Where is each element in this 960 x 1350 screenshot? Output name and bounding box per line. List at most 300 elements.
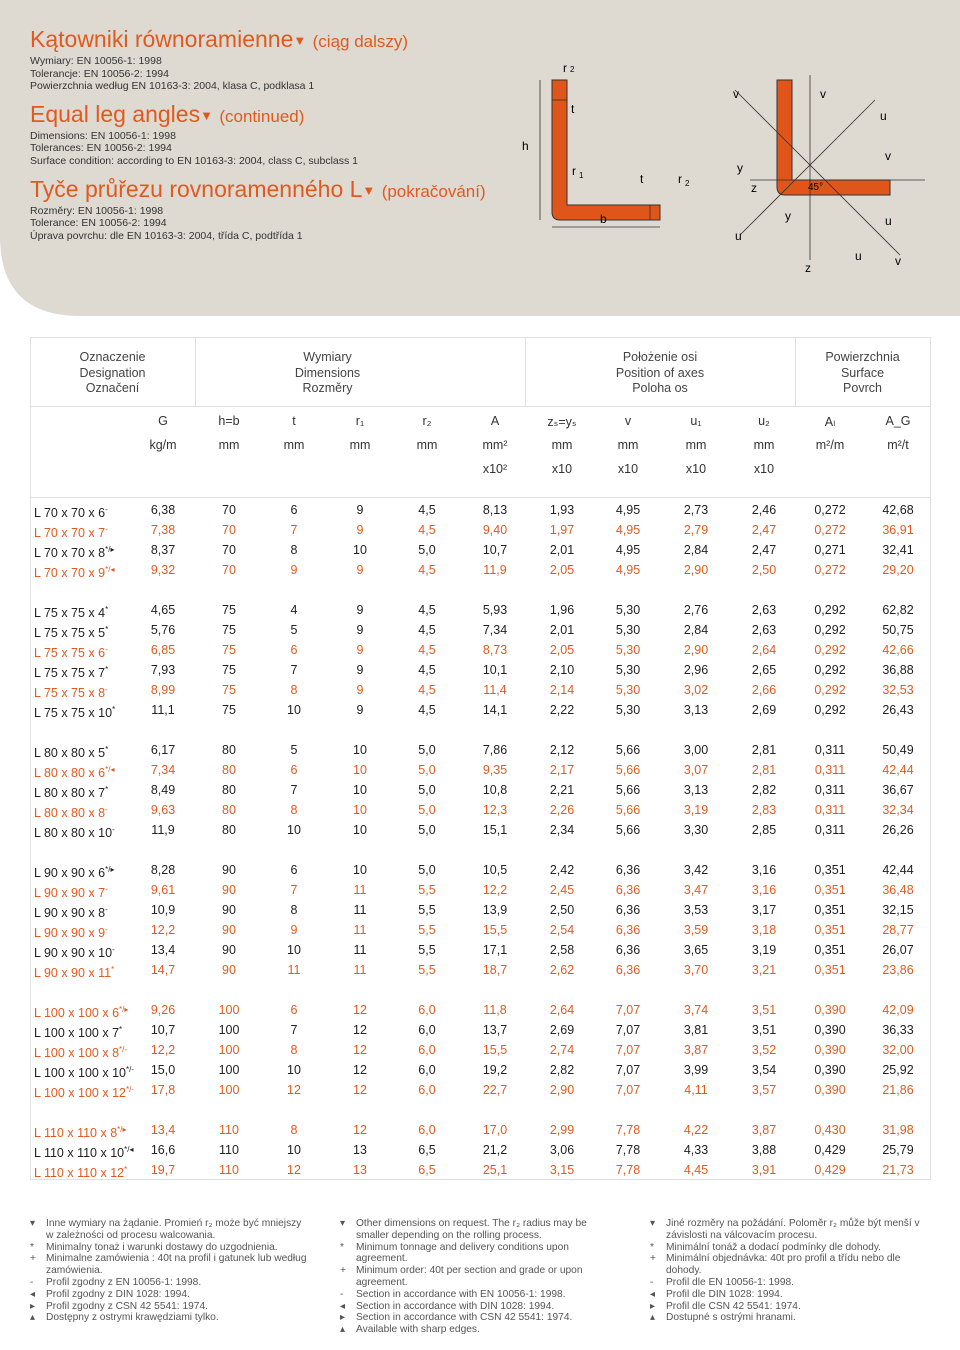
designation-cell: L 90 x 90 x 11* [34,965,115,981]
value-cell: 5,5 [418,963,436,977]
value-cell: 15,5 [482,1043,508,1057]
title-en-line: Dimensions: EN 10056-1: 1998 [30,129,176,142]
footnote-text: Dostępny z ostrymi krawędziami tylko. [46,1312,219,1324]
value-cell: 10 [353,803,367,817]
value-cell: 13,9 [482,903,508,917]
table-row [30,500,930,520]
value-cell: 10,5 [482,863,508,877]
footnote-marker: ▾ [340,1218,346,1229]
footnote-text: Section in accordance with EN 10056-1: 1998. [356,1288,566,1300]
value-cell: 11 [353,883,367,897]
label-v4: v [895,254,901,268]
value-cell: 3,00 [683,743,709,757]
value-cell: 9 [356,503,364,517]
value-cell: 100 [218,1023,240,1037]
column-header-unit: mm [349,438,371,452]
footnote-marker: - [650,1276,654,1288]
value-cell: 2,42 [549,863,575,877]
designation-marker: * [105,745,109,754]
footnote-text: Section in accordance with DIN 1028: 1994. [356,1300,555,1312]
value-cell: 8,28 [150,863,176,877]
value-cell: 0,390 [814,1023,846,1037]
label-ys: y [785,209,791,223]
value-cell: 28,77 [882,923,914,937]
value-cell: 19,7 [150,1163,176,1177]
footnote-marker: ◂ [30,1288,36,1300]
value-cell: 4,33 [683,1143,709,1157]
value-cell: 10 [353,783,367,797]
designation-cell: L 80 x 80 x 6*/◂ [34,765,115,781]
label-z: z [805,261,811,275]
designation-cell: L 90 x 90 x 8- [34,905,108,921]
value-cell: 0,390 [814,1043,846,1057]
value-cell: 10 [353,543,367,557]
value-cell: 0,272 [814,563,846,577]
value-cell: 2,34 [549,823,575,837]
value-cell: 9,63 [150,803,176,817]
footnote-text: Profil dle CSN 42 5541: 1974. [666,1300,801,1312]
value-cell: 3,42 [683,863,709,877]
value-cell: 0,311 [814,763,846,777]
value-cell: 11,8 [483,1003,507,1017]
value-cell: 10 [287,943,301,957]
designation-cell: L 100 x 100 x 8*/- [34,1045,128,1061]
footnote-item [30,1242,310,1254]
value-cell: 7,07 [615,1023,641,1037]
table-row [30,900,930,920]
value-cell: 4,45 [683,1163,709,1177]
column-header-mult: x10 [617,462,639,476]
value-cell: 2,17 [549,763,575,777]
column-header-unit: m²/t [887,438,909,452]
value-cell: 10 [287,1143,301,1157]
title-cz-block [30,176,530,243]
value-cell: 4 [290,603,298,617]
footnote-column [340,1218,620,1336]
designation-cell: L 90 x 90 x 10- [34,945,115,961]
value-cell: 2,82 [751,783,777,797]
value-cell: 11,9 [483,563,507,577]
label-v3: v [885,149,891,163]
value-cell: 11,1 [151,703,175,717]
designation-marker: * [105,785,109,794]
value-cell: 75 [222,623,236,637]
value-cell: 6,36 [615,963,641,977]
label-v2: v [820,87,826,101]
column-header-unit: kg/m [149,438,177,452]
value-cell: 6,36 [615,863,641,877]
table-row [30,520,930,540]
designation-marker: * [105,625,109,634]
designation-cell: L 70 x 70 x 6- [34,505,108,521]
value-cell: 4,5 [418,523,436,537]
value-cell: 11 [353,963,367,977]
footnote-item [340,1324,620,1336]
footnote-item [30,1277,310,1289]
value-cell: 90 [222,923,236,937]
value-cell: 32,53 [882,683,914,697]
title-pl-line: Tolerancje: EN 10056-2: 1994 [30,67,169,80]
value-cell: 10 [353,863,367,877]
footnote-text: Minimalne zamówienia : 40t na profil i gatunek lub według zamówienia. [46,1253,307,1277]
table-row [30,660,930,680]
footnote-text: Minimalny tonaż i warunki dostawy do uzgodnienia. [46,1241,278,1253]
value-cell: 0,390 [814,1003,846,1017]
value-cell: 80 [222,743,236,757]
value-cell: 5,30 [615,603,641,617]
value-cell: 5,30 [615,643,641,657]
value-cell: 9,40 [482,523,508,537]
footnote-marker: ▴ [650,1312,656,1324]
value-cell: 21,73 [882,1163,914,1177]
value-cell: 4,5 [418,703,436,717]
value-cell: 3,19 [683,803,709,817]
footnote-item [650,1289,930,1301]
table-header-divider [30,497,930,498]
value-cell: 7,34 [150,763,176,777]
value-cell: 5,30 [615,703,641,717]
designation-cell: L 110 x 110 x 8*/▸ [34,1125,127,1141]
designation-cell: L 75 x 75 x 5* [34,625,109,641]
value-cell: 9 [356,623,364,637]
value-cell: 2,82 [549,1063,575,1077]
value-cell: 2,14 [549,683,575,697]
value-cell: 9 [356,683,364,697]
value-cell: 2,21 [549,783,575,797]
title-pl-line: Wymiary: EN 10056-1: 1998 [30,55,162,67]
title-en-block [30,101,530,168]
value-cell: 5,93 [482,603,508,617]
value-cell: 36,33 [882,1023,914,1037]
label-r2b-sub: 2 [685,179,690,188]
value-cell: 12 [353,1043,367,1057]
designation-marker: */◂ [124,1145,134,1154]
value-cell: 8,13 [482,503,508,517]
value-cell: 16,6 [150,1143,176,1157]
value-cell: 2,90 [549,1083,575,1097]
footnote-marker: ▸ [340,1312,346,1324]
value-cell: 70 [222,523,236,537]
value-cell: 75 [222,663,236,677]
value-cell: 6 [290,863,298,877]
value-cell: 2,74 [549,1043,575,1057]
column-header-mult: x10 [551,462,573,476]
value-cell: 0,351 [814,863,846,877]
title-pl: Kątowniki równoramienne▼ (ciąg dalszy) [30,26,409,52]
column-header-sym: u₂ [758,414,770,428]
value-cell: 100 [218,1083,240,1097]
value-cell: 2,62 [549,963,575,977]
value-cell: 9 [290,563,298,577]
value-cell: 5,0 [418,763,436,777]
value-cell: 42,66 [882,643,914,657]
value-cell: 5,0 [418,783,436,797]
value-cell: 11,9 [151,823,175,837]
designation-cell: L 100 x 100 x 6*/▸ [34,1005,129,1021]
value-cell: 26,26 [882,823,914,837]
table-row [30,1000,930,1020]
footnote-marker: + [30,1253,36,1265]
table-row [30,920,930,940]
value-cell: 10 [353,763,367,777]
value-cell: 10,8 [482,783,508,797]
footnote-column [30,1218,310,1324]
value-cell: 5,5 [418,923,436,937]
value-cell: 0,272 [814,523,846,537]
column-header-sym: t [292,414,296,428]
value-cell: 2,69 [549,1023,575,1037]
value-cell: 7,34 [482,623,508,637]
title-en-line: Tolerances: EN 10056-2: 1994 [30,142,172,155]
table-row [30,600,930,620]
value-cell: 7,07 [615,1003,641,1017]
value-cell: 5,30 [615,663,641,677]
value-cell: 4,5 [418,603,436,617]
column-header-unit: mm² [482,438,508,452]
value-cell: 6,36 [615,923,641,937]
value-cell: 3,51 [751,1023,777,1037]
value-cell: 7,78 [615,1123,641,1137]
column-header-unit: mm [551,438,573,452]
value-cell: 5,0 [418,823,436,837]
footnote-text: Profil zgodny z CSN 42 5541: 1974. [46,1300,208,1312]
designation-marker: */▸ [105,865,115,874]
column-header-unit: m²/m [815,438,845,452]
value-cell: 4,5 [418,683,436,697]
value-cell: 2,99 [549,1123,575,1137]
value-cell: 42,68 [882,503,914,517]
footnote-item [340,1301,620,1313]
value-cell: 6,5 [418,1163,436,1177]
value-cell: 6,36 [615,943,641,957]
footnote-text: Profil zgodny z EN 10056-1: 1998. [46,1276,202,1288]
value-cell: 2,45 [549,883,575,897]
designation-marker: * [112,705,116,714]
value-cell: 0,292 [814,603,846,617]
footnote-text: Inne wymiary na żądanie. Promień r₂ może być mniejszy w zależności od procesu walcowania. [46,1218,302,1241]
value-cell: 0,390 [814,1063,846,1077]
footnote-text: Minimální objednávka: 40t pro profil a třídu nebo dle dohody. [666,1253,901,1277]
value-cell: 0,429 [814,1143,846,1157]
column-header-mult: x10² [482,462,508,476]
value-cell: 0,292 [814,623,846,637]
value-cell: 90 [222,943,236,957]
footnote-item [650,1218,930,1242]
value-cell: 25,92 [882,1063,914,1077]
designation-cell: L 80 x 80 x 5* [34,745,109,761]
value-cell: 23,86 [882,963,914,977]
value-cell: 110 [219,1123,239,1137]
table-row [30,640,930,660]
designation-marker: * [105,665,109,674]
footnote-marker: + [340,1265,346,1277]
value-cell: 4,95 [615,543,641,557]
column-header-unit: mm [685,438,707,452]
value-cell: 2,64 [751,643,777,657]
value-cell: 2,63 [751,603,777,617]
value-cell: 0,429 [814,1163,846,1177]
value-cell: 1,96 [549,603,575,617]
footnote-marker: ▸ [30,1300,36,1312]
value-cell: 100 [218,1043,240,1057]
title-cz: Tyče průřezu rovnoramenného L▼ (pokračování) [30,175,486,202]
value-cell: 6 [290,763,298,777]
table-row [30,540,930,560]
value-cell: 3,13 [683,703,709,717]
footnote-item [650,1312,930,1324]
value-cell: 7,78 [615,1163,641,1177]
value-cell: 2,58 [549,943,575,957]
value-cell: 3,19 [751,943,777,957]
value-cell: 110 [219,1143,239,1157]
value-cell: 70 [222,503,236,517]
value-cell: 10,7 [482,543,508,557]
footnote-marker: * [650,1241,654,1253]
footnote-item [30,1218,310,1242]
value-cell: 2,12 [549,743,575,757]
value-cell: 5,30 [615,683,641,697]
value-cell: 3,07 [683,763,709,777]
label-u1b: u [855,249,862,263]
value-cell: 6,36 [615,883,641,897]
footnote-item [650,1242,930,1254]
table-row [30,1080,930,1100]
value-cell: 42,44 [882,863,914,877]
footnote-item [650,1277,930,1289]
value-cell: 6,0 [418,1123,436,1137]
value-cell: 6 [290,643,298,657]
value-cell: 8 [290,1123,298,1137]
value-cell: 3,59 [683,923,709,937]
value-cell: 80 [222,763,236,777]
value-cell: 17,1 [482,943,508,957]
designation-marker: - [112,945,115,954]
label-b: b [600,212,607,226]
label-r2: r [563,61,567,75]
value-cell: 3,53 [683,903,709,917]
designation-marker: - [105,685,108,694]
value-cell: 5,5 [418,883,436,897]
designation-cell: L 70 x 70 x 9*/◂ [34,565,115,581]
value-cell: 8 [290,903,298,917]
value-cell: 11 [287,963,301,977]
label-r2-sub: 2 [570,65,575,74]
designation-marker: */- [119,1045,128,1054]
column-header-unit: mm [416,438,438,452]
value-cell: 6,36 [615,903,641,917]
label-r1: r [572,164,576,178]
value-cell: 12 [353,1003,367,1017]
value-cell: 2,90 [683,643,709,657]
value-cell: 6,5 [418,1143,436,1157]
footnote-marker: ◂ [650,1288,656,1300]
label-t2: t [640,172,644,186]
value-cell: 2,46 [751,503,777,517]
value-cell: 0,292 [814,703,846,717]
value-cell: 13,4 [150,943,176,957]
value-cell: 62,82 [882,603,914,617]
value-cell: 12,2 [150,923,176,937]
value-cell: 12 [353,1123,367,1137]
column-header-sym: v [624,414,632,428]
value-cell: 32,00 [882,1043,914,1057]
table-row [30,740,930,760]
designation-cell: L 110 x 110 x 12* [34,1165,128,1181]
value-cell: 3,70 [683,963,709,977]
table-row [30,700,930,720]
value-cell: 36,91 [882,523,914,537]
designation-marker: - [105,805,108,814]
value-cell: 3,15 [549,1163,575,1177]
designation-cell: L 100 x 100 x 7* [34,1025,123,1041]
value-cell: 110 [219,1163,239,1177]
axes-diagram [725,60,945,280]
column-header-unit: mm [753,438,775,452]
value-cell: 4,95 [615,563,641,577]
designation-marker: * [111,965,115,974]
footnote-text: Profil zgodny z DIN 1028: 1994. [46,1288,190,1300]
value-cell: 32,41 [882,543,914,557]
value-cell: 13 [353,1143,367,1157]
column-header-unit: mm [218,438,240,452]
designation-marker: * [119,1025,123,1034]
footnote-text: Available with sharp edges. [356,1324,480,1336]
designation-marker: */▸ [105,545,115,554]
footnote-text: Minimum tonnage and delivery conditions upon agreement. [356,1241,569,1265]
value-cell: 3,81 [683,1023,709,1037]
column-header-sym: u₁ [690,414,702,428]
value-cell: 9 [356,563,364,577]
footnote-marker: ▴ [340,1324,346,1336]
value-cell: 6,85 [150,643,176,657]
value-cell: 5,5 [418,903,436,917]
value-cell: 9 [356,663,364,677]
value-cell: 75 [222,643,236,657]
table-row [30,880,930,900]
group-header-axes: Położenie osi Position of axes Poloha os [615,350,705,395]
value-cell: 10,7 [150,1023,176,1037]
footnote-item [650,1301,930,1313]
value-cell: 6,38 [150,503,176,517]
title-pl-line: Powierzchnia według EN 10163-3: 2004, klasa C, podklasa 1 [30,80,315,93]
value-cell: 10,9 [150,903,176,917]
value-cell: 5,0 [418,863,436,877]
designation-marker: - [105,645,108,654]
value-cell: 0,272 [814,503,846,517]
table-row [30,1160,930,1180]
value-cell: 8 [290,543,298,557]
value-cell: 26,43 [882,703,914,717]
value-cell: 7 [290,663,298,677]
value-cell: 9 [356,643,364,657]
designation-cell: L 90 x 90 x 7- [34,885,108,901]
value-cell: 1,97 [549,523,575,537]
value-cell: 2,50 [549,903,575,917]
value-cell: 90 [222,863,236,877]
value-cell: 2,76 [683,603,709,617]
value-cell: 11 [353,923,367,937]
designation-cell: L 90 x 90 x 6*/▸ [34,865,115,881]
value-cell: 2,26 [549,803,575,817]
value-cell: 36,48 [882,883,914,897]
value-cell: 4,22 [683,1123,709,1137]
footnote-item [30,1253,310,1277]
column-header-sym: A [490,414,500,428]
designation-marker: * [124,1165,128,1174]
label-u2: u [885,214,892,228]
value-cell: 8 [290,683,298,697]
table-row [30,760,930,780]
